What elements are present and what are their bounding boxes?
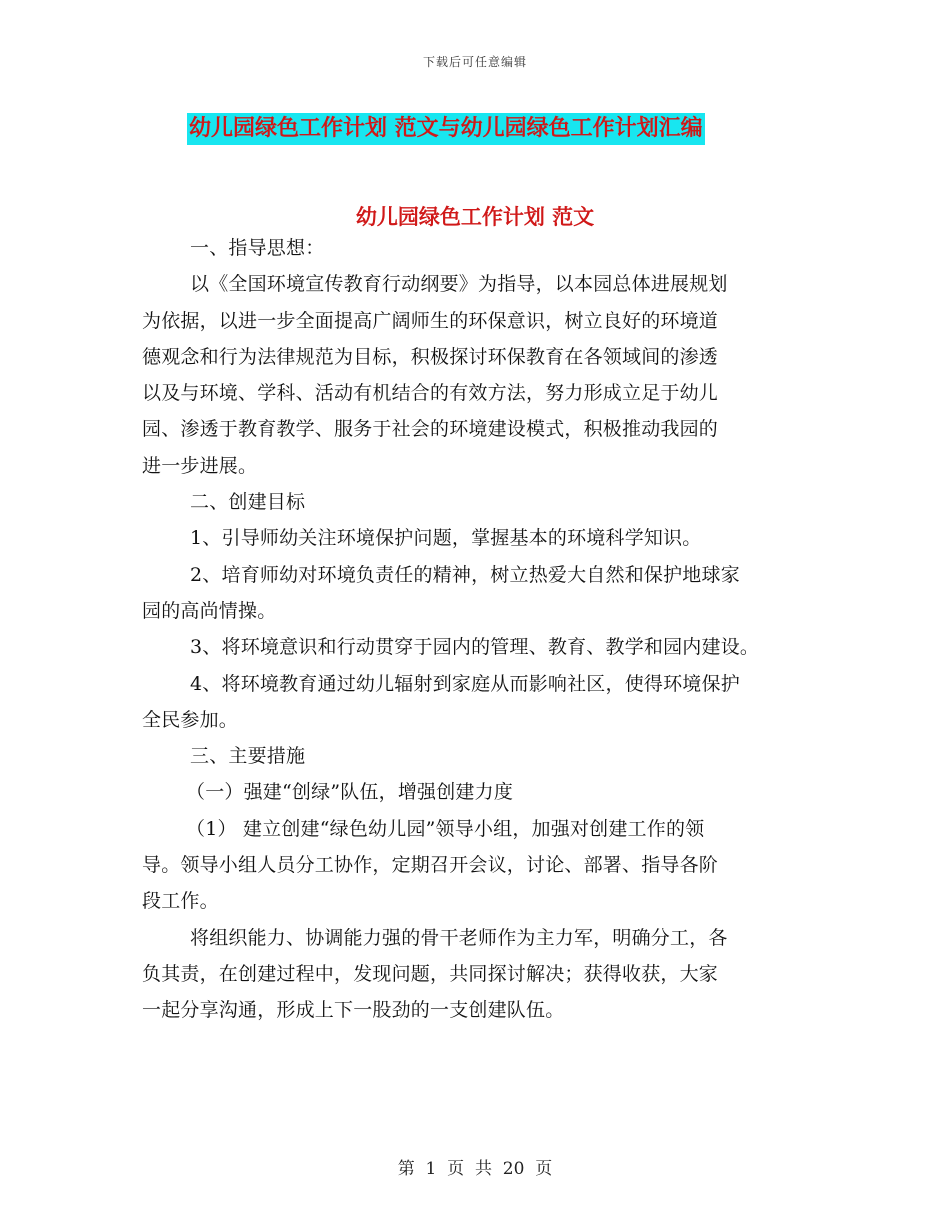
list-item: 1、引导师幼关注环境保护问题，掌握基本的环境科学知识。 — [190, 527, 702, 550]
list-item: 4、将环境教育通过幼儿辐射到家庭从而影响社区，使得环境保护 — [190, 672, 740, 695]
paragraph-line: 段工作。 — [142, 890, 219, 913]
list-item: 3、将环境意识和行动贯穿于园内的管理、教育、教学和园内建设。 — [190, 636, 760, 659]
subheading: （一）强建“创绿”队伍，增强创建力度 — [186, 781, 514, 804]
paragraph-line: 园的高尚情操。 — [142, 599, 277, 622]
list-item: （1） 建立创建“绿色幼儿园”领导小组，加强对创建工作的领 — [186, 817, 705, 840]
paragraph-line: 园、渗透于教育教学、服务于社会的环境建设模式，积极推动我园的 — [142, 418, 719, 441]
page-footer: 第 1 页 共 20 页 — [397, 1159, 553, 1179]
list-item: 2、培育师幼对环境负责任的精神，树立热爱大自然和保护地球家 — [190, 563, 740, 586]
paragraph-line: 德观念和行为法律规范为目标，积极探讨环保教育在各领域间的渗透 — [142, 345, 719, 368]
heading-guiding-ideology: 一、指导思想： — [190, 237, 325, 259]
heading-goals: 二、创建目标 — [190, 491, 306, 514]
paragraph-line: 以《全国环境宣传教育行动纲要》为指导，以本园总体进展规划 — [190, 273, 728, 296]
section-title: 幼儿园绿色工作计划 范文 — [355, 205, 595, 229]
paragraph-line: 以及与环境、学科、活动有机结合的有效方法，努力形成立足于幼儿 — [142, 382, 719, 405]
document-title: 幼儿园绿色工作计划 范文与幼儿园绿色工作计划汇编 — [187, 113, 705, 145]
paragraph-line: 为依据，以进一步全面提高广阔师生的环保意识，树立良好的环境道 — [142, 309, 719, 332]
paragraph-line: 负其责，在创建过程中，发现问题，共同探讨解决；获得收获，大家 — [142, 962, 719, 985]
paragraph-line: 将组织能力、协调能力强的骨干老师作为主力军，明确分工，各 — [190, 926, 728, 949]
paragraph-line: 进一步进展。 — [142, 454, 258, 477]
paragraph-line: 一起分享沟通，形成上下一股劲的一支创建队伍。 — [142, 999, 565, 1022]
paragraph-line: 导。领导小组人员分工协作，定期召开会议，讨论、部署、指导各阶 — [142, 854, 719, 877]
body-text — [142, 230, 822, 1029]
heading-measures: 三、主要措施 — [190, 745, 306, 768]
header-note: 下载后可任意编辑 — [422, 55, 527, 69]
paragraph-line: 全民参加。 — [142, 708, 239, 731]
